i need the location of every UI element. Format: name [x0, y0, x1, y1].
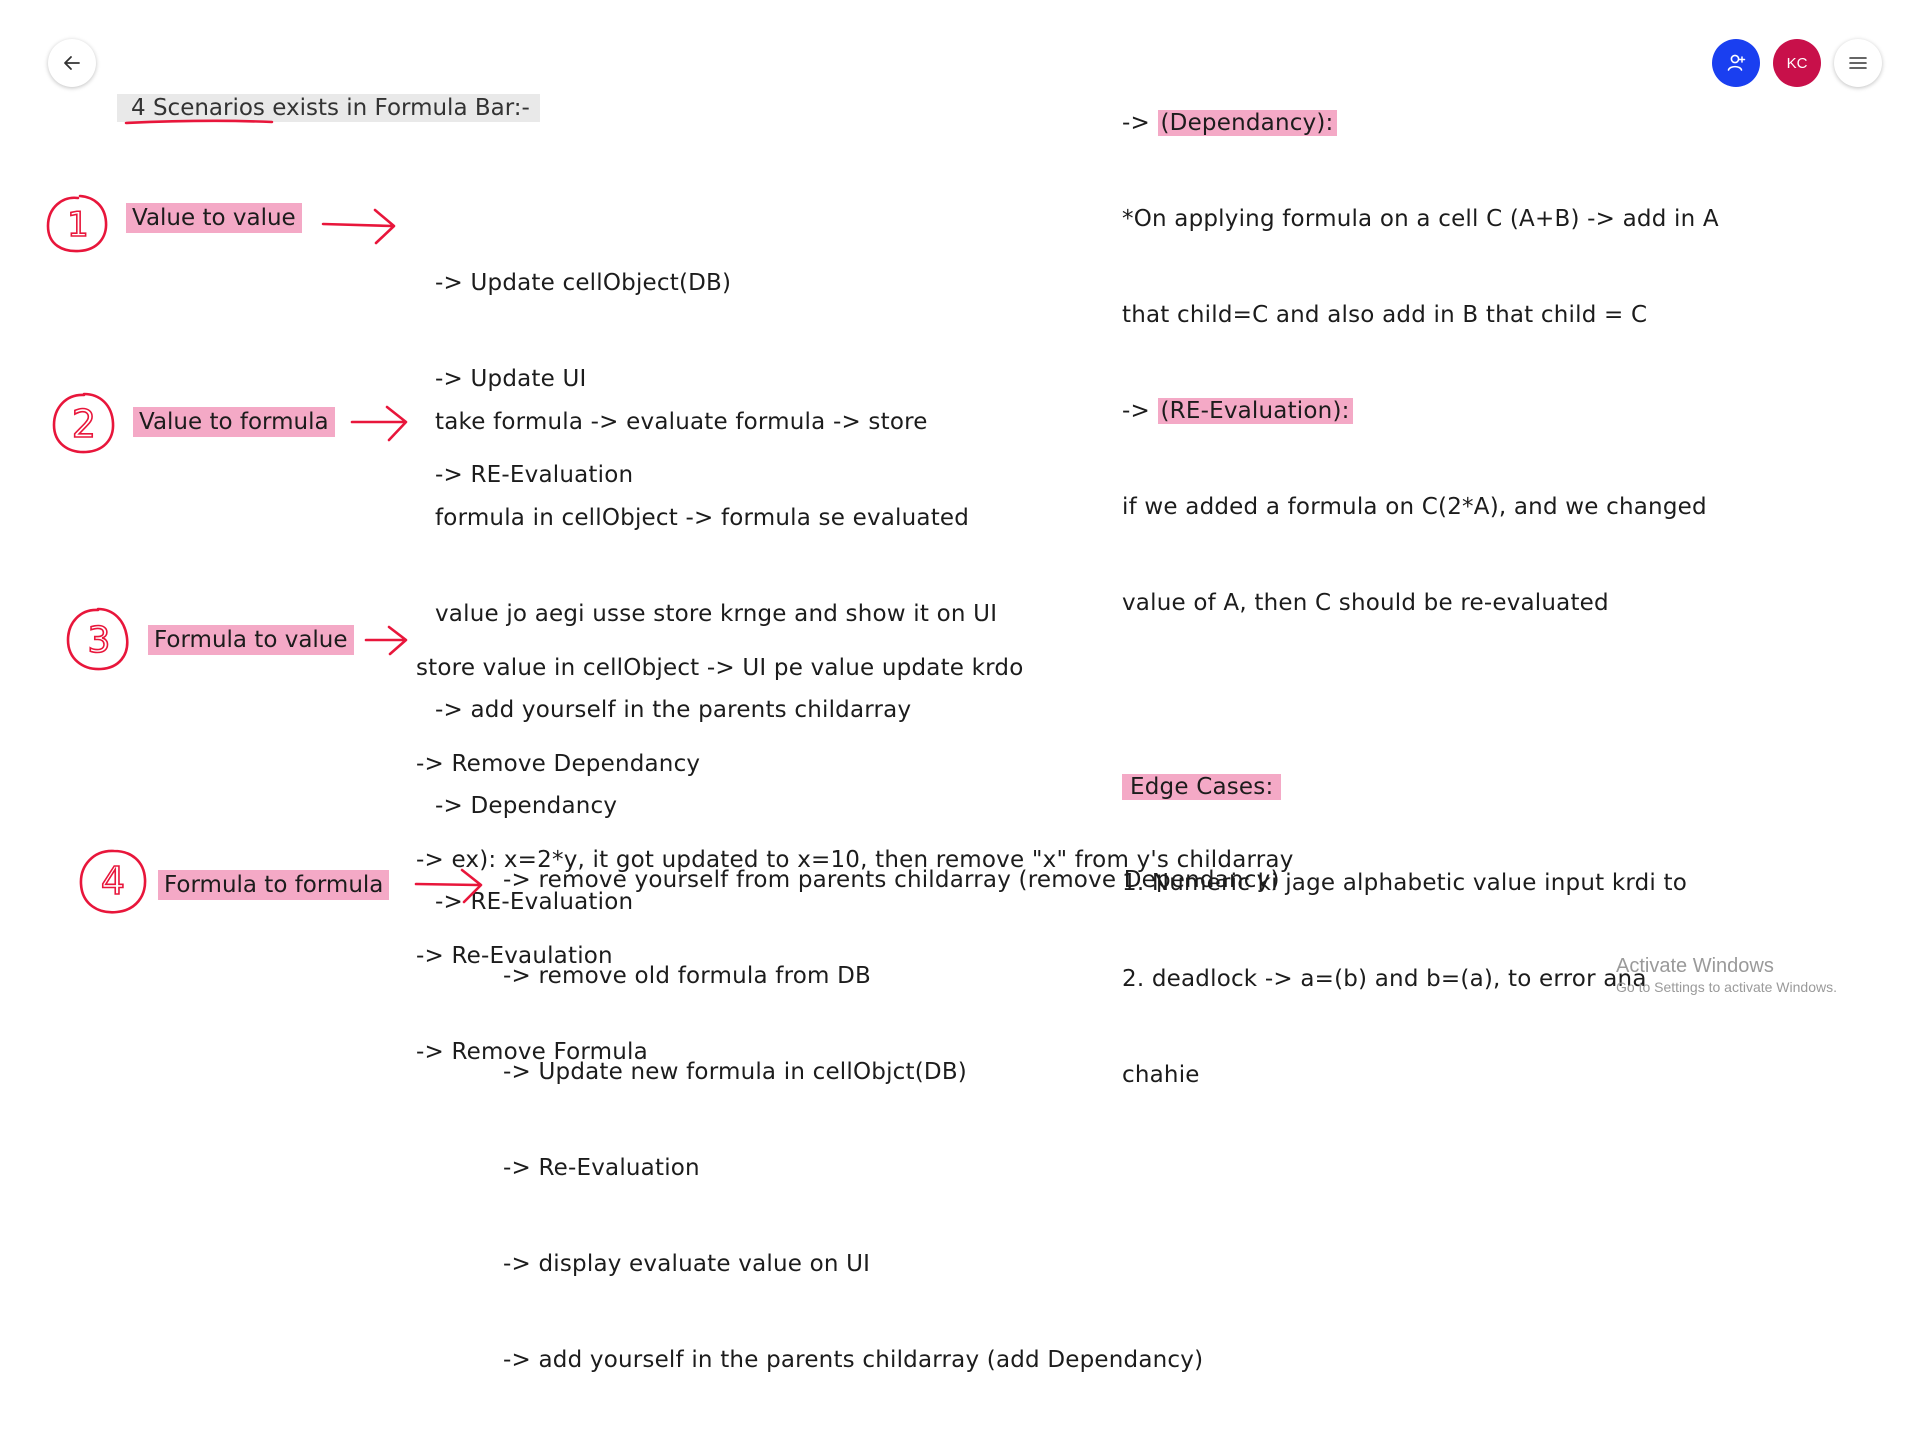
- step-line: -> Remove Formula: [416, 1039, 648, 1065]
- menu-button[interactable]: [1834, 39, 1882, 87]
- step-line: -> RE-Evaluation: [435, 462, 634, 488]
- circle-number-4-icon: [81, 851, 145, 912]
- scenario-3-label: Formula to value: [148, 625, 354, 655]
- step-line: -> Re-Evaluation: [503, 1155, 700, 1181]
- user-avatar[interactable]: [1773, 39, 1821, 87]
- step-line: store value in cellObject -> UI pe value update krdo: [416, 655, 1024, 681]
- step-line: -> Update UI: [435, 366, 587, 392]
- reeval-line: if we added a formula on C(2*A), and we changed: [1122, 494, 1707, 520]
- step-line: -> Dependancy: [435, 793, 618, 819]
- scenario-4-label: Formula to formula: [158, 870, 389, 900]
- step-line: take formula -> evaluate formula -> store: [435, 409, 928, 435]
- step-line: formula in cellObject -> formula se evaluated: [435, 505, 970, 531]
- spacer: [1122, 683, 1719, 707]
- edge-line: chahie: [1122, 1062, 1200, 1088]
- number-2-glyph: 2: [71, 402, 97, 446]
- step-line: -> remove old formula from DB: [503, 963, 872, 989]
- watermark-subtitle: Go to Settings to activate Windows.: [1616, 979, 1837, 995]
- reeval-heading-line: [1122, 395, 1719, 427]
- arrow-1-icon: [323, 210, 394, 243]
- step-line: -> add yourself in the parents childarray: [435, 697, 912, 723]
- number-3-glyph: 3: [87, 620, 111, 661]
- reeval-line: value of A, then C should be re-evaluated: [1122, 590, 1609, 616]
- person-add-icon: [1725, 52, 1747, 74]
- avatar-initials: KC: [1786, 54, 1808, 72]
- edge-line: 1. Numeric ki jage alphabetic value input krdi to: [1122, 870, 1688, 896]
- reeval-prefix: ->: [1122, 398, 1150, 424]
- number-4-glyph: 4: [100, 859, 126, 903]
- step-line: -> Remove Dependancy: [416, 751, 701, 777]
- circle-number-1-icon: [48, 196, 106, 251]
- step-line: -> Update new formula in cellObjct(DB): [503, 1059, 967, 1085]
- scenario-1-label: Value to value: [126, 203, 302, 233]
- hamburger-menu-icon: [1849, 56, 1867, 70]
- edge-line: 2. deadlock -> a=(b) and b=(a), to error ana: [1122, 966, 1647, 992]
- step-line: -> remove yourself from parents childarray (remove Dependancy): [503, 867, 1280, 893]
- step-line: -> RE-Evaluation: [435, 889, 634, 915]
- dependancy-prefix: ->: [1122, 110, 1150, 136]
- step-line: -> Re-Evaulation: [416, 943, 613, 969]
- arrow-left-icon: [62, 53, 82, 73]
- share-button[interactable]: [1712, 39, 1760, 87]
- arrow-3-icon: [366, 627, 406, 654]
- step-line: value jo aegi usse store krnge and show it on UI: [435, 601, 998, 627]
- circle-number-2-icon: [54, 394, 113, 452]
- edge-heading-line: [1122, 771, 1719, 803]
- dependancy-line: *On applying formula on a cell C (A+B) -> add in A: [1122, 206, 1719, 232]
- dependancy-heading: (Dependancy):: [1158, 110, 1337, 136]
- number-1-glyph: 1: [67, 205, 89, 245]
- dependancy-heading-line: [1122, 107, 1719, 139]
- dependancy-line: that child=C and also add in B that child = C: [1122, 302, 1648, 328]
- scenario-2-label: Value to formula: [133, 407, 335, 437]
- edge-cases-heading: Edge Cases:: [1122, 774, 1281, 800]
- step-line: -> add yourself in the parents childarray (add Dependancy): [503, 1347, 1204, 1373]
- step-line: -> ex): x=2*y, it got updated to x=10, then remove "x" from y's childarray: [416, 847, 1294, 873]
- step-line: -> display evaluate value on UI: [503, 1251, 871, 1277]
- back-button[interactable]: [48, 39, 96, 87]
- reeval-heading: (RE-Evaluation):: [1158, 398, 1353, 424]
- step-line: -> Update cellObject(DB): [435, 270, 732, 296]
- note-title: 4 Scenarios exists in Formula Bar:-: [117, 94, 540, 122]
- watermark-title: Activate Windows: [1616, 955, 1774, 977]
- circle-number-3-icon: [68, 609, 127, 669]
- activate-windows-watermark: [1616, 954, 1837, 996]
- arrow-2-icon: [352, 407, 406, 440]
